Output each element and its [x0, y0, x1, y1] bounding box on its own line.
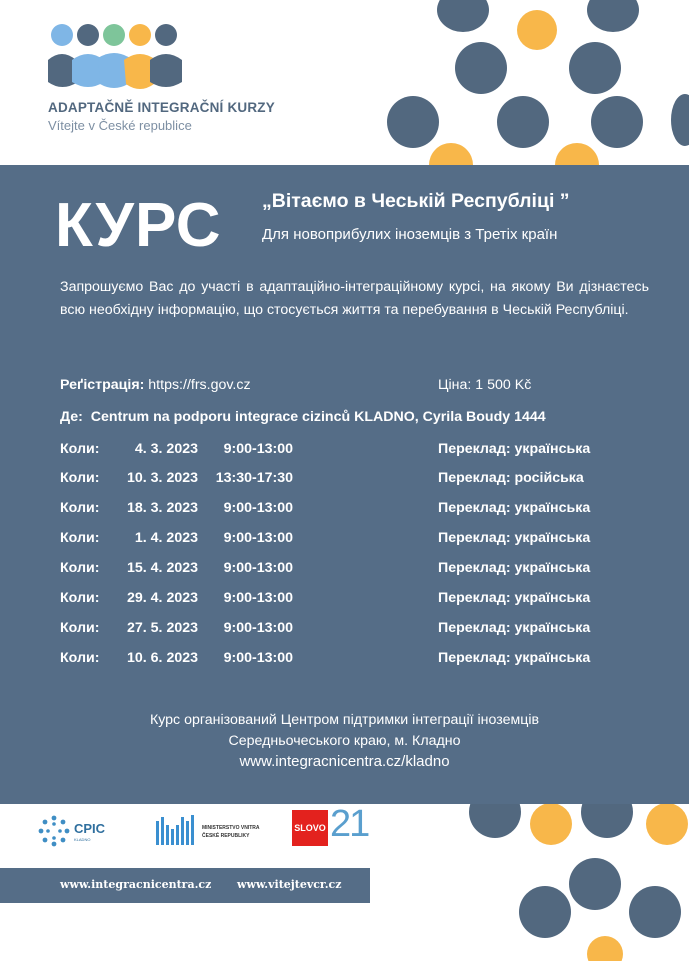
organizer-line-1: Курс організований Центром підтримки інтеграції іноземців — [149, 712, 540, 728]
cpic-logo-icon — [38, 815, 70, 847]
schedule-time: 9:00-13:00 — [223, 620, 293, 636]
schedule-translation: Переклад: українська — [438, 500, 591, 516]
schedule-time: 9:00-13:00 — [223, 530, 293, 546]
registration-label: Реґістрація: — [60, 377, 145, 393]
registration-link[interactable]: https://frs.gov.cz — [148, 377, 251, 393]
ministry-line-1: MINISTERSTVO VNITRA — [202, 825, 260, 831]
slovo-logo: SLOVO — [292, 810, 328, 846]
schedule-date: 10. 3. 2023 — [127, 470, 198, 486]
schedule-translation: Переклад: українська — [438, 590, 591, 606]
organizer-link[interactable]: www.integracnicentra.cz/kladno — [239, 753, 450, 770]
course-title: „Вітаємо в Чеській Республіці ” — [262, 190, 570, 212]
schedule-translation: Переклад: українська — [438, 441, 591, 457]
schedule-date: 29. 4. 2023 — [127, 590, 198, 606]
intro-text: Запрошуємо Вас до участі в адаптаційно-інтеграційному курсі, на якому Ви дізнаєтесь всю необхідну інформацію, що стосується життя та перебування в Чеській Республіці. — [60, 279, 649, 318]
schedule-row — [0, 590, 689, 612]
schedule-label: Коли: — [60, 650, 100, 666]
schedule-row — [0, 620, 689, 642]
registration — [60, 377, 251, 393]
schedule-date: 27. 5. 2023 — [127, 620, 198, 636]
schedule-label: Коли: — [60, 620, 100, 636]
schedule-label: Коли: — [60, 590, 100, 606]
footer-link-integracnicentra[interactable]: www.integracnicentra.cz — [60, 878, 212, 891]
schedule-row — [0, 530, 689, 552]
schedule-row — [0, 441, 689, 463]
course-heading: КУРС — [55, 191, 222, 260]
schedule-time: 9:00-13:00 — [223, 560, 293, 576]
schedule-row — [0, 470, 689, 492]
location-label: Де: — [60, 409, 83, 425]
schedule-row — [0, 500, 689, 522]
schedule-translation: Переклад: українська — [438, 650, 591, 666]
schedule-label: Коли: — [60, 500, 100, 516]
cpic-text: CPIC — [74, 821, 106, 836]
schedule-row — [0, 560, 689, 582]
location — [60, 409, 546, 425]
schedule-label: Коли: — [60, 470, 100, 486]
course-subtitle: Для новоприбулих іноземців з Третіх країн — [262, 226, 558, 243]
schedule-date: 1. 4. 2023 — [134, 530, 198, 546]
schedule-label: Коли: — [60, 560, 100, 576]
schedule-translation: Переклад: українська — [438, 620, 591, 636]
organizer-line-2: Середньочеського краю, м. Кладно — [228, 733, 461, 749]
ministry-line-2: ČESKÉ REPUBLIKY — [202, 833, 250, 839]
schedule-date: 15. 4. 2023 — [127, 560, 198, 576]
schedule-translation: Переклад: українська — [438, 530, 591, 546]
brand-title: ADAPTAČNĚ INTEGRAČNÍ KURZY — [48, 100, 275, 115]
schedule-time: 9:00-13:00 — [223, 500, 293, 516]
people-logo — [48, 22, 184, 92]
schedule-date: 4. 3. 2023 — [134, 441, 198, 457]
schedule-translation: Переклад: українська — [438, 560, 591, 576]
schedule-row — [0, 650, 689, 672]
price — [438, 377, 531, 393]
cpic-small-text: KLADNO — [74, 837, 91, 842]
brand-subtitle: Vítejte v České republice — [48, 118, 192, 133]
schedule-label: Коли: — [60, 441, 100, 457]
schedule-label: Коли: — [60, 530, 100, 546]
price-label: Ціна: — [438, 377, 472, 393]
ministry-logo-icon — [156, 815, 196, 845]
location-value: Centrum na podporu integrace cizinců KLADNO, Cyrila Boudy 1444 — [90, 409, 546, 425]
decorative-flowers-top — [385, 0, 689, 165]
schedule-time: 9:00-13:00 — [223, 441, 293, 457]
footer-link-vitejtevcr[interactable]: www.vitejtevcr.cz — [237, 878, 342, 891]
schedule-time: 9:00-13:00 — [223, 650, 293, 666]
schedule-time: 9:00-13:00 — [223, 590, 293, 606]
decorative-flowers-bottom — [455, 804, 689, 961]
schedule-date: 10. 6. 2023 — [127, 650, 198, 666]
schedule-time: 13:30-17:30 — [215, 470, 293, 486]
slovo-number: 21 — [330, 803, 369, 845]
price-value: 1 500 Kč — [475, 377, 532, 393]
schedule-translation: Переклад: російська — [438, 470, 584, 486]
schedule-date: 18. 3. 2023 — [127, 500, 198, 516]
